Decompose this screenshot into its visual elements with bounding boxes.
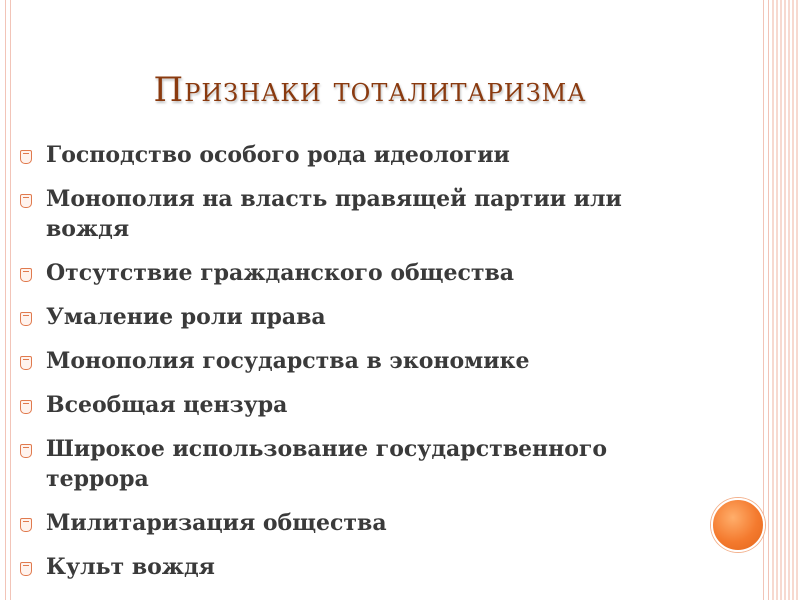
bullet-text: Монополия на власть правящей партии или вождя [46,186,622,242]
bullet-icon [20,444,32,458]
bullet-list [20,140,700,596]
bullet-item [20,302,700,332]
bullet-text: Монополия государства в экономике [46,348,530,374]
bullet-item [20,390,700,420]
bullet-item [20,184,700,244]
bullet-item [20,552,700,582]
bullet-item [20,346,700,376]
bullet-icon [20,562,32,576]
bullet-item [20,434,700,494]
bullet-item [20,508,700,538]
bullet-text: Культ вождя [46,554,215,580]
orange-circle-decoration [711,498,765,552]
bullet-text: Господство особого рода идеологии [46,142,510,168]
frame-right-striped-band [772,0,800,600]
bullet-icon [20,356,32,370]
bullet-icon [20,150,32,164]
bullet-item [20,140,700,170]
bullet-icon [20,518,32,532]
frame-right-line [763,0,764,600]
slide-title: Признаки тоталитаризма [153,70,587,110]
bullet-text: Широкое использование государственного террора [46,436,608,492]
bullet-icon [20,400,32,414]
frame-right-line-2 [768,0,769,600]
bullet-item [20,258,700,288]
bullet-icon [20,194,32,208]
bullet-text: Милитаризация общества [46,510,387,536]
bullet-text: Умаление роли права [46,304,326,330]
bullet-text: Всеобщая цензура [46,392,288,418]
bullet-icon [20,268,32,282]
bullet-text: Отсутствие гражданского общества [46,260,515,286]
bullet-icon [20,312,32,326]
